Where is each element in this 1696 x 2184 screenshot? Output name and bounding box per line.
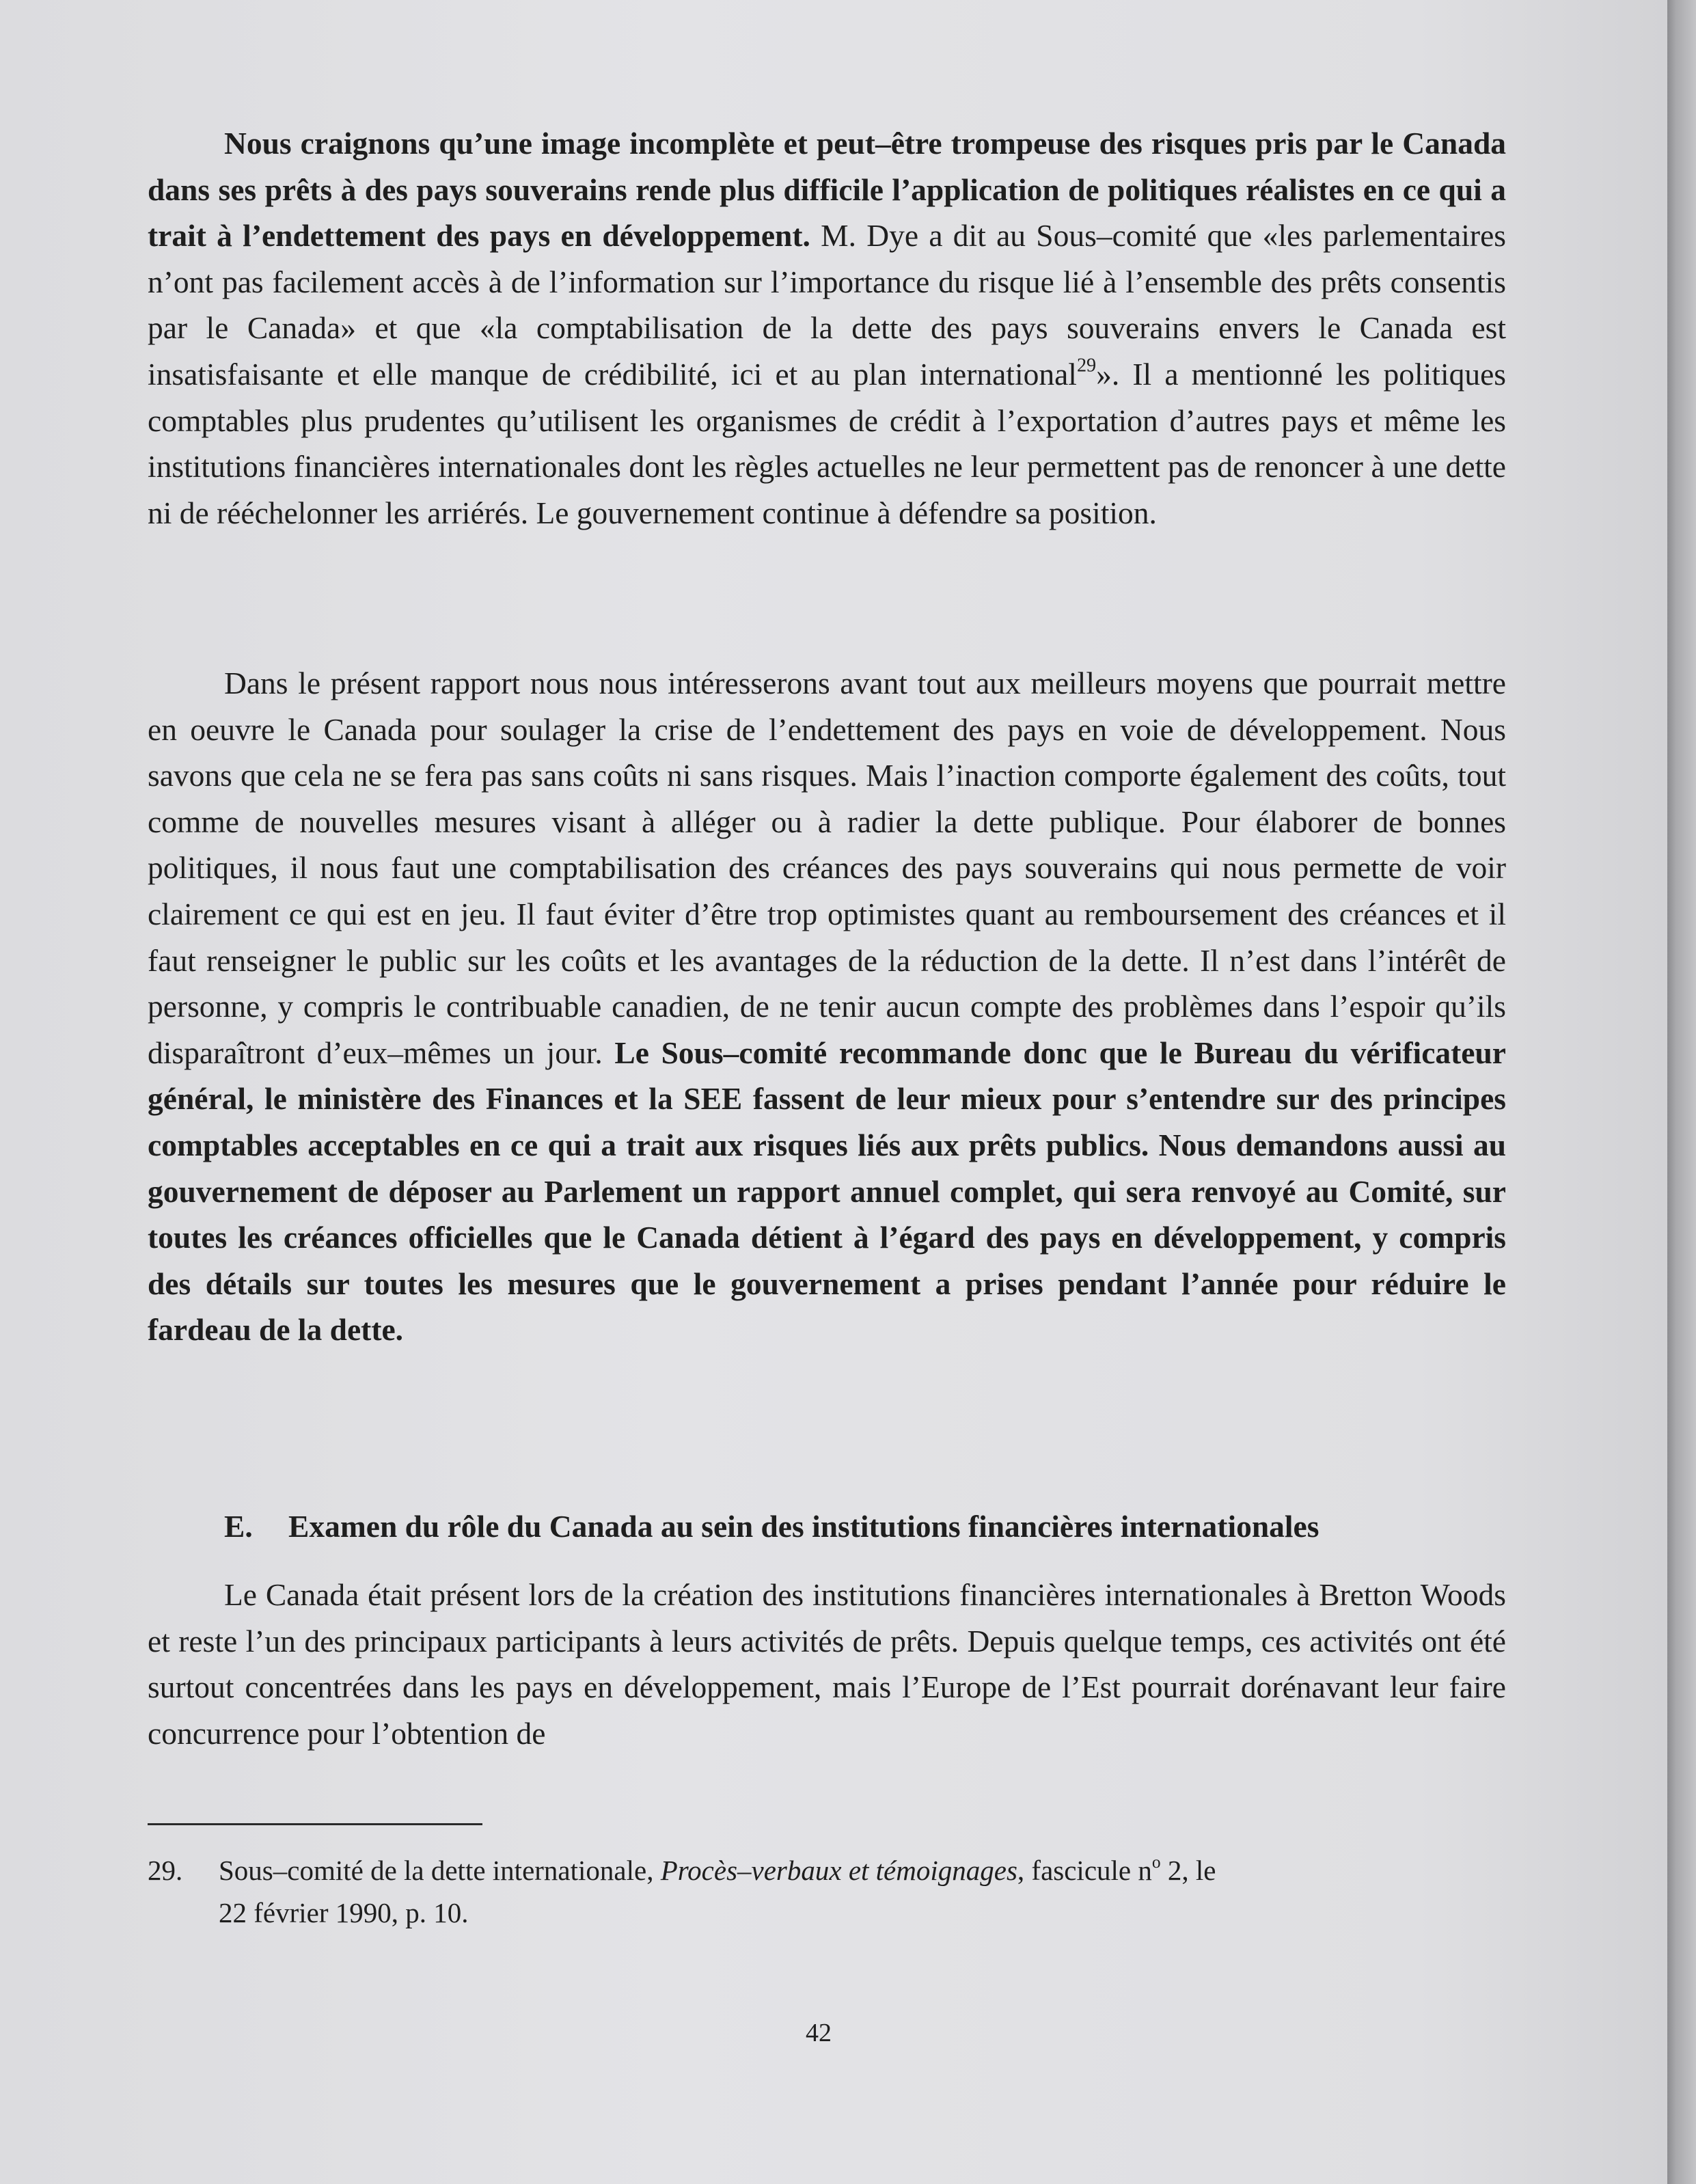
footnote-publication-title: Procès–verbaux et témoignages <box>660 1855 1017 1886</box>
footnote-separator <box>148 1823 482 1825</box>
bold-lead-sentence: Nous craignons qu’une image incomplète et peut–être trompeuse des risques pris par le Canada dans ses prêts à des pays souverains rende plus difficile l’application de politiques réalistes en ce qui a trait à l’endettement des pays en développement. <box>148 126 1506 254</box>
paragraph-report-focus <box>148 660 1506 1353</box>
footnote-issue-label: , fascicule n <box>1017 1855 1152 1886</box>
paragraph-text-before-note: M. Dye a dit au Sous–comité que «les parlementaires n’ont pas facilement accès à de l’information sur l’importance du risque lié à l’ensemble des prêts consentis par le Canada» et que «la comptabilisation de la dette des pays souverains envers le Canada est insatisfaisante et elle manque de crédibilité, ici et au plan international <box>148 218 1506 392</box>
paragraph-bretton-woods <box>148 1572 1506 1756</box>
footnote-reference: 29 <box>1076 355 1097 377</box>
page-edge-shadow <box>1667 0 1696 2184</box>
paragraph-body-text: Dans le présent rapport nous nous intéresserons avant tout aux meilleurs moyens que pourrait mettre en oeuvre le Canada pour soulager la crise de l’endettement des pays en voie de développement. Nous savons que cela ne se fera pas sans coûts ni sans risques. Mais l’inaction comporte également des coûts, tout comme de nouvelles mesures visant à alléger ou à radier la dette publique. Pour élaborer de bonnes politiques, il nous faut une comptabilisation des créances des pays souverains qui nous permette de voir clairement ce qui est en jeu. Il faut éviter d’être trop optimistes quant au remboursement des créances et il faut renseigner le public sur les coûts et les avantages de la réduction de la dette. Il n’est dans l’intérêt de personne, y compris le contribuable canadien, de ne tenir aucun compte des problèmes dans l’espoir qu’ils disparaîtront d’eux–mêmes un jour. <box>148 666 1506 1070</box>
footnote-29 <box>148 1849 1506 1934</box>
paragraph-text-after-note: ». Il a mentionné les politiques comptables plus prudentes qu’utilisent les organismes de crédit à l’exportation d’autres pays et même les institutions financières internationales dont les règles actuelles ne leur permettent pas de renoncer à une dette ni de rééchelonner les arriérés. Le gouvernement continue à défendre sa position. <box>148 356 1506 530</box>
footnote-text <box>219 1849 1506 1934</box>
footnote-superscript: o <box>1151 1853 1161 1872</box>
section-letter: E. <box>224 1509 253 1544</box>
section-title: Examen du rôle du Canada au sein des institutions financières internationales <box>288 1509 1319 1544</box>
section-heading <box>224 1506 1319 1547</box>
footnote-number: 29. <box>148 1855 183 1886</box>
footnote-source: Sous–comité de la dette internationale, <box>219 1855 661 1886</box>
paragraph-risk-accounting <box>148 120 1506 536</box>
paragraph-body-text: Le Canada était présent lors de la création des institutions financières internationales à Bretton Woods et reste l’un des principaux participants à leurs activités de prêts. Depuis quelque temps, ces activités ont été surtout concentrées dans les pays en développement, mais l’Europe de l’Est pourrait dorénavant leur faire concurrence pour l’obtention de <box>148 1577 1506 1751</box>
footnote-issue-number: 2, le <box>1160 1855 1216 1886</box>
bold-recommendation: Le Sous–comité recommande donc que le Bureau du vérificateur général, le ministère des Finances et la SEE fassent de leur mieux pour s’entendre sur des principes comptables acceptables en ce qui a trait aux risques liés aux prêts publics. Nous demandons aussi au gouvernement de déposer au Parlement un rapport annuel complet, qui sera renvoyé au Comité, sur toutes les créances officielles que le Canada détient à l’égard des pays en développement, y compris des détails sur toutes les mesures que le gouvernement a prises pendant l’année pour réduire le fardeau de la dette. <box>148 1035 1506 1348</box>
footnote-date-page: 22 février 1990, p. 10. <box>219 1897 469 1928</box>
page-number: 42 <box>806 2019 832 2047</box>
